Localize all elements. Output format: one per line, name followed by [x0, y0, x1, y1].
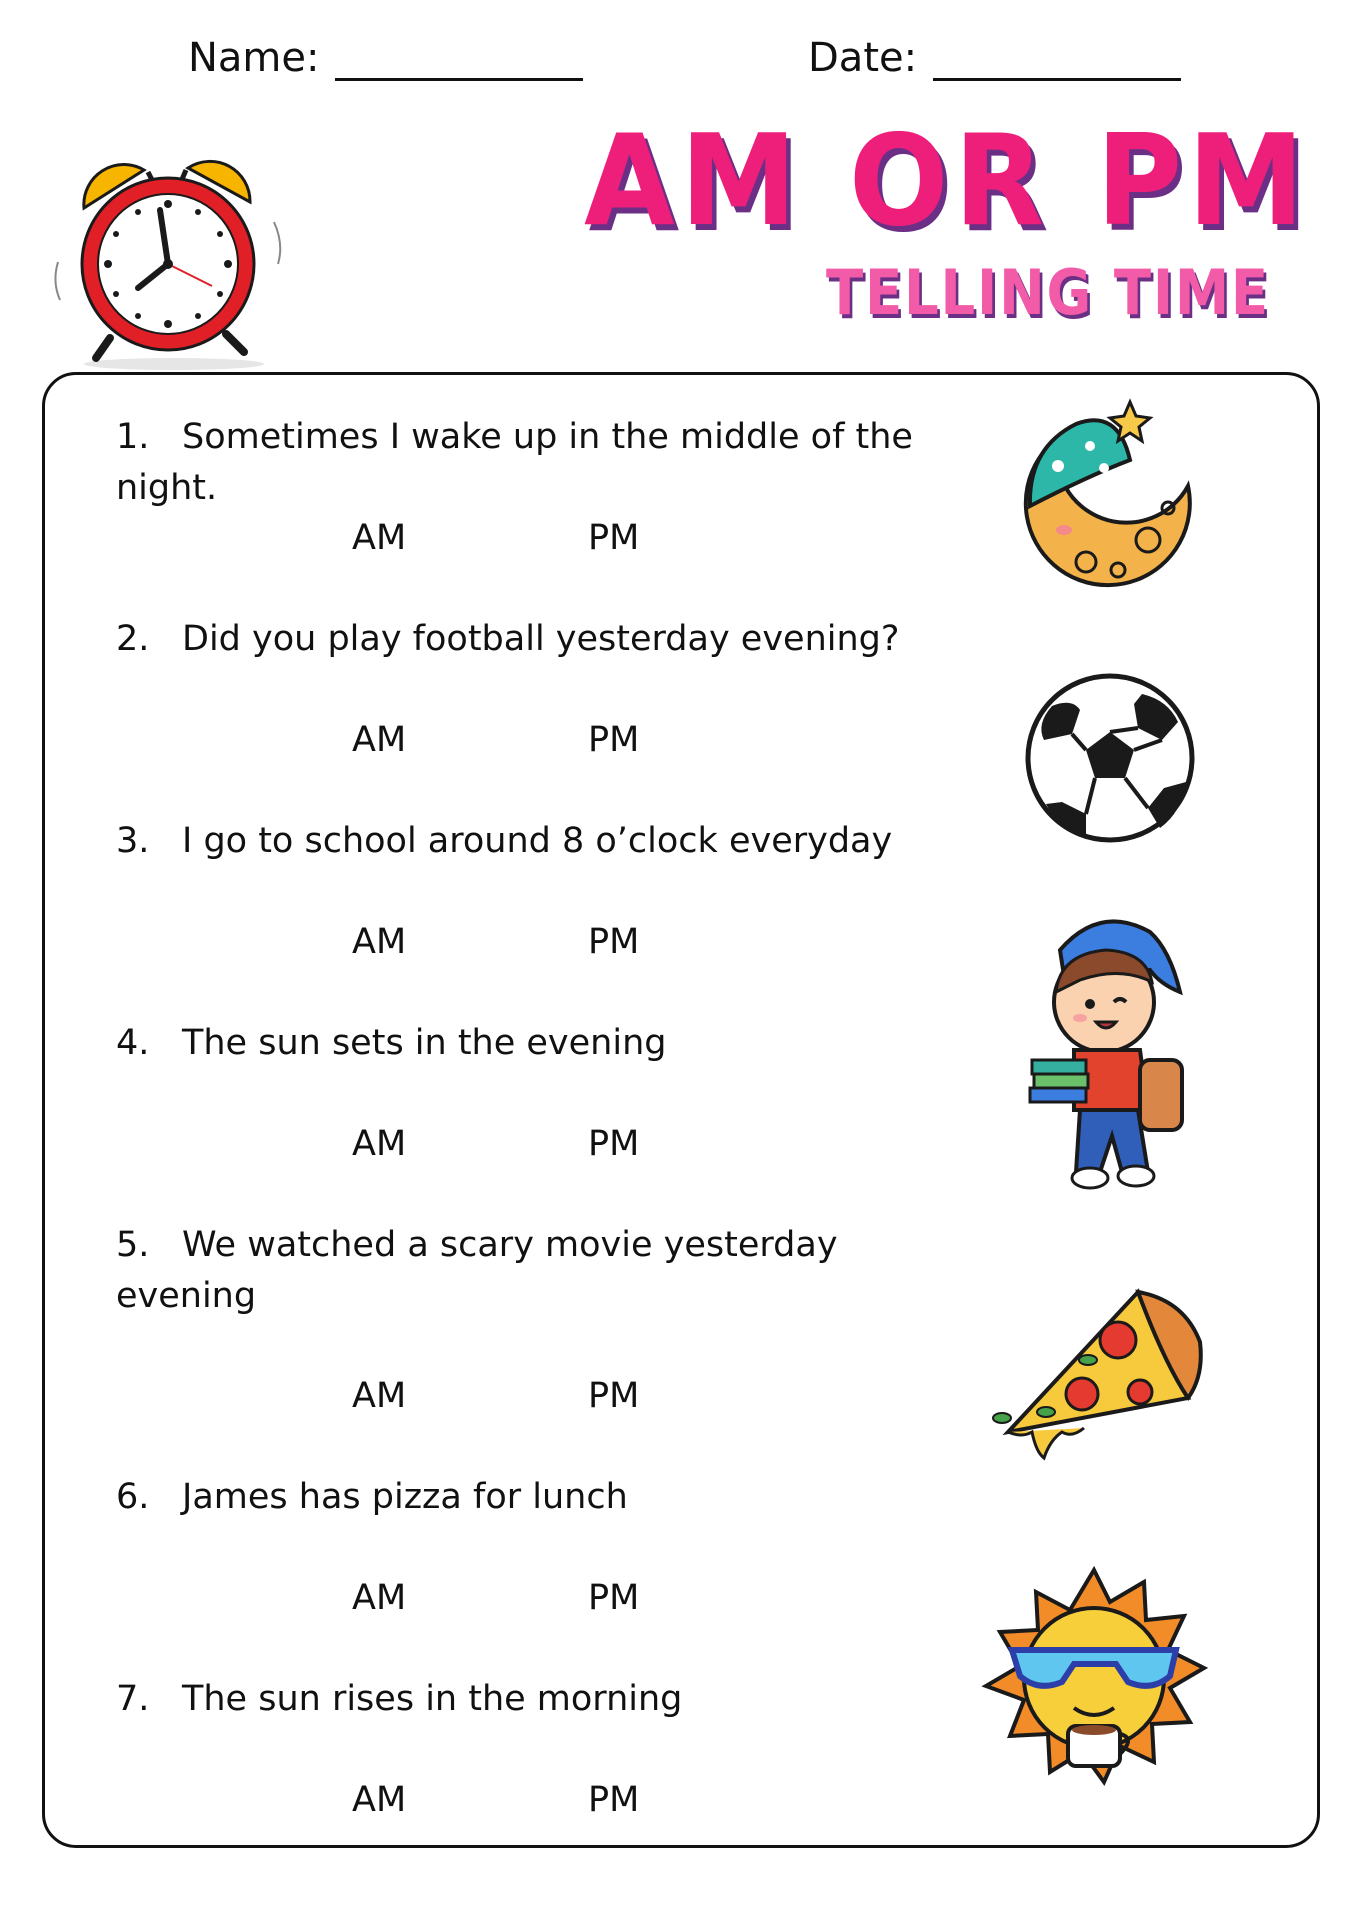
q7-pm-option[interactable]: PM: [588, 1780, 640, 1820]
q3-pm-option[interactable]: PM: [588, 922, 640, 962]
q1-am-option[interactable]: AM: [352, 518, 407, 558]
question-number: 4.: [116, 1023, 150, 1063]
date-label: Date:: [808, 35, 918, 81]
date-field[interactable]: [808, 34, 1181, 81]
question-text: The sun rises in the morning: [182, 1679, 683, 1719]
q1-pm-option[interactable]: PM: [588, 518, 640, 558]
pizza-slice-icon: [988, 1282, 1210, 1478]
worksheet-title: AM OR PM: [584, 107, 1310, 254]
q6-pm-option[interactable]: PM: [588, 1578, 640, 1618]
soccer-ball-icon: [1022, 670, 1198, 846]
question-1: [116, 412, 916, 514]
question-2: [116, 614, 916, 665]
worksheet-subtitle: TELLING TIME: [826, 256, 1270, 329]
school-boy-icon: [1020, 910, 1200, 1196]
q4-am-option[interactable]: AM: [352, 1124, 407, 1164]
q6-am-option[interactable]: AM: [352, 1578, 407, 1618]
q4-pm-option[interactable]: PM: [588, 1124, 640, 1164]
q5-am-option[interactable]: AM: [352, 1376, 407, 1416]
question-number: 3.: [116, 821, 150, 861]
q3-am-option[interactable]: AM: [352, 922, 407, 962]
name-label: Name:: [188, 35, 320, 81]
question-4: [116, 1018, 916, 1069]
question-text: James has pizza for lunch: [182, 1477, 628, 1517]
question-text-continued: evening: [116, 1276, 257, 1316]
sun-with-sunglasses-icon: [978, 1566, 1210, 1798]
question-number: 7.: [116, 1679, 150, 1719]
name-blank-line[interactable]: [335, 34, 583, 81]
q7-am-option[interactable]: AM: [352, 1780, 407, 1820]
name-field[interactable]: [188, 34, 583, 81]
question-number: 5.: [116, 1225, 150, 1265]
date-blank-line[interactable]: [933, 34, 1181, 81]
question-text: Sometimes I wake up in the middle of the: [182, 417, 913, 457]
question-number: 6.: [116, 1477, 150, 1517]
question-text: The sun sets in the evening: [182, 1023, 667, 1063]
question-7: [116, 1674, 916, 1725]
question-3: [116, 816, 916, 867]
question-number: 2.: [116, 619, 150, 659]
alarm-clock-icon: [36, 112, 296, 374]
question-text: Did you play football yesterday evening?: [182, 619, 900, 659]
question-text: I go to school around 8 o’clock everyday: [182, 821, 893, 861]
q5-pm-option[interactable]: PM: [588, 1376, 640, 1416]
question-number: 1.: [116, 417, 150, 457]
question-5: [116, 1220, 916, 1322]
q2-am-option[interactable]: AM: [352, 720, 407, 760]
question-text-continued: night.: [116, 468, 218, 508]
q2-pm-option[interactable]: PM: [588, 720, 640, 760]
question-text: We watched a scary movie yesterday: [182, 1225, 838, 1265]
question-6: [116, 1472, 916, 1523]
moon-icon: [1018, 398, 1198, 590]
